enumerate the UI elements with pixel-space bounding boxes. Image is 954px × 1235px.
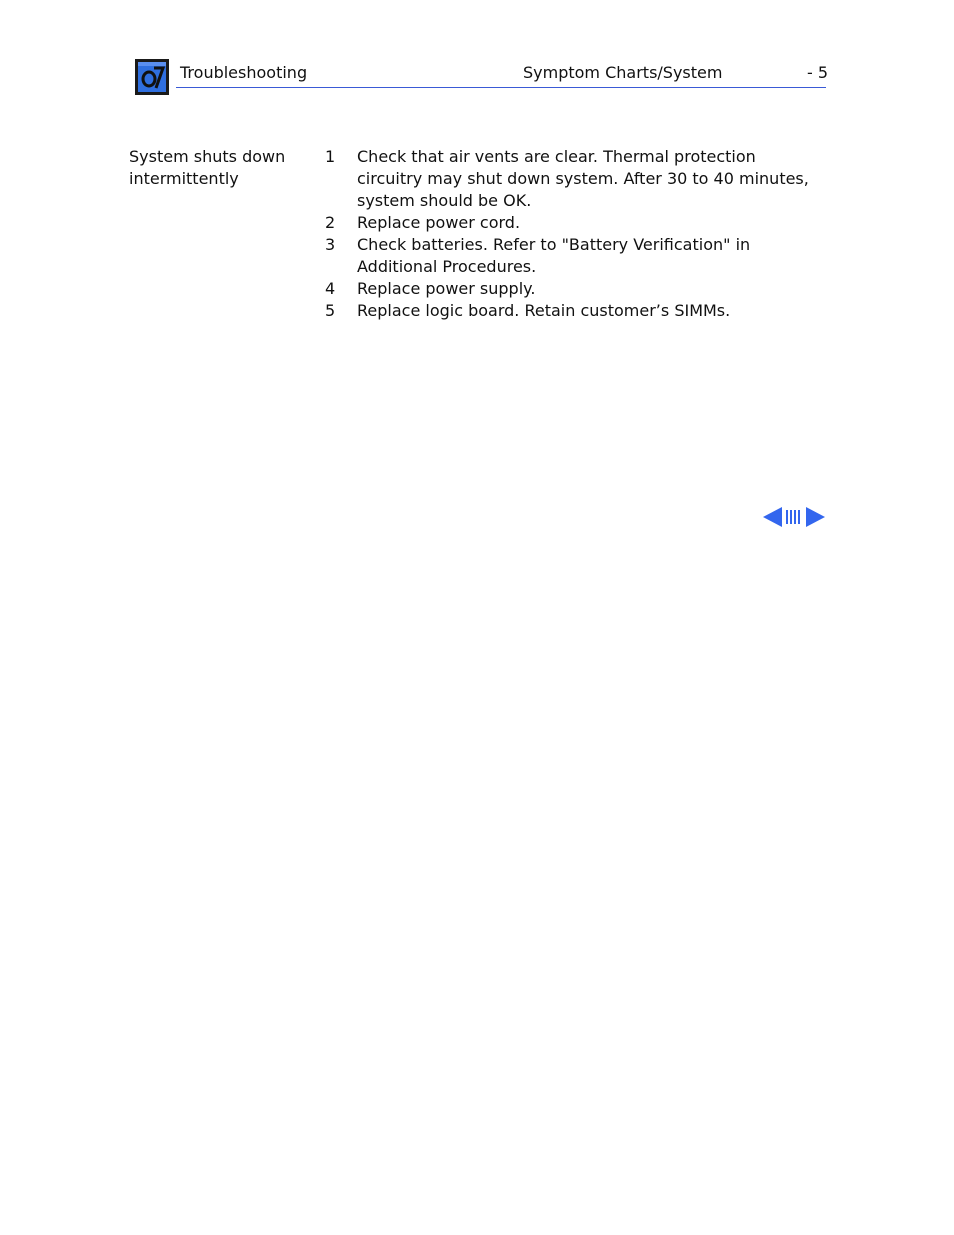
step-text: Replace power supply. [357, 279, 536, 298]
step-item [325, 300, 825, 322]
previous-page-button[interactable] [763, 507, 782, 527]
step-text: Check batteries. Refer to "Battery Verification" in Additional Procedures. [357, 235, 751, 276]
vertical-bars-icon [786, 510, 800, 524]
apple-service-logo-icon [134, 58, 170, 96]
step-item [325, 278, 825, 300]
solution-steps [325, 146, 825, 322]
section-title: Troubleshooting [180, 63, 308, 82]
step-number: 3 [325, 235, 336, 254]
step-text: Replace power cord. [357, 213, 521, 232]
page-navigation [763, 506, 825, 528]
step-number: 5 [325, 301, 336, 320]
page-menu-button[interactable] [786, 510, 800, 524]
step-item [325, 234, 825, 278]
step-item [325, 212, 825, 234]
symptom-title: System shuts down intermittently [129, 147, 286, 188]
step-text: Check that air vents are clear. Thermal protection circuitry may shut down system. After 30 to 40 minutes, system should be OK. [357, 147, 809, 210]
next-page-button[interactable] [806, 507, 825, 527]
page-header [134, 58, 826, 96]
page-number: - 5 [806, 63, 828, 82]
step-number: 4 [325, 279, 336, 298]
step-number: 2 [325, 213, 336, 232]
step-number: 1 [325, 147, 336, 166]
header-rule [176, 87, 826, 88]
triangle-left-icon [763, 507, 782, 527]
chapter-title: Symptom Charts/System [523, 63, 723, 82]
step-item [325, 146, 825, 212]
step-text: Replace logic board. Retain customer’s SIMMs. [357, 301, 731, 320]
triangle-right-icon [806, 507, 825, 527]
